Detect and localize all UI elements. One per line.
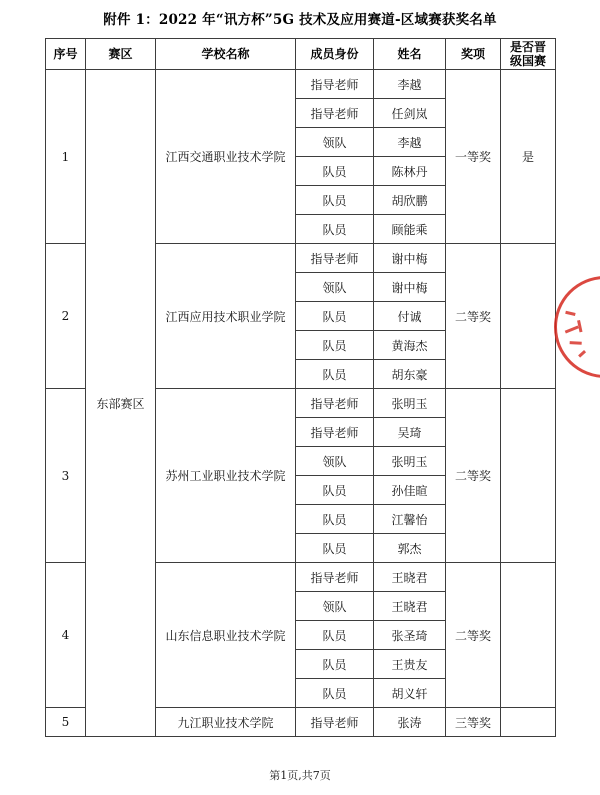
member-name-cell: 黄海杰: [374, 331, 446, 360]
national-qualify-cell: [501, 563, 556, 708]
member-name-cell: 任剑岚: [374, 99, 446, 128]
member-name-cell: 张明玉: [374, 389, 446, 418]
member-role-cell: 领队: [296, 447, 374, 476]
serial-cell: 2: [46, 244, 86, 389]
serial-cell: 4: [46, 563, 86, 708]
award-cell: 二等奖: [446, 389, 501, 563]
member-name-cell: 付诚: [374, 302, 446, 331]
seal-stroke: [570, 341, 582, 345]
member-role-cell: 队员: [296, 360, 374, 389]
member-name-cell: 王晓君: [374, 592, 446, 621]
member-name-cell: 郭杰: [374, 534, 446, 563]
column-header: 序号: [46, 39, 86, 70]
region-cell: 东部赛区: [86, 70, 156, 737]
member-role-cell: 指导老师: [296, 563, 374, 592]
member-role-cell: 队员: [296, 302, 374, 331]
award-cell: 二等奖: [446, 563, 501, 708]
member-name-cell: 顾能乘: [374, 215, 446, 244]
member-role-cell: 队员: [296, 650, 374, 679]
award-cell: 一等奖: [446, 70, 501, 244]
seal-stroke: [565, 311, 575, 316]
member-role-cell: 队员: [296, 331, 374, 360]
seal-stroke: [577, 320, 582, 332]
member-role-cell: 指导老师: [296, 389, 374, 418]
column-header: 姓名: [374, 39, 446, 70]
member-role-cell: 队员: [296, 505, 374, 534]
column-header: 奖项: [446, 39, 501, 70]
member-name-cell: 吴琦: [374, 418, 446, 447]
member-name-cell: 李越: [374, 128, 446, 157]
national-qualify-cell: [501, 708, 556, 737]
member-role-cell: 队员: [296, 157, 374, 186]
school-cell: 苏州工业职业技术学院: [156, 389, 296, 563]
seal-stroke: [565, 325, 579, 333]
national-qualify-cell: 是: [501, 70, 556, 244]
page-number: 第1页,共7页: [269, 769, 331, 782]
serial-cell: 5: [46, 708, 86, 737]
member-role-cell: 队员: [296, 534, 374, 563]
member-role-cell: 指导老师: [296, 708, 374, 737]
member-name-cell: 张明玉: [374, 447, 446, 476]
column-header: 赛区: [86, 39, 156, 70]
member-name-cell: 王晓君: [374, 563, 446, 592]
member-name-cell: 江馨怡: [374, 505, 446, 534]
member-name-cell: 胡欣鹏: [374, 186, 446, 215]
member-role-cell: 指导老师: [296, 418, 374, 447]
member-role-cell: 指导老师: [296, 99, 374, 128]
member-role-cell: 领队: [296, 273, 374, 302]
member-role-cell: 指导老师: [296, 70, 374, 99]
member-name-cell: 陈林丹: [374, 157, 446, 186]
member-role-cell: 队员: [296, 621, 374, 650]
school-cell: 九江职业技术学院: [156, 708, 296, 737]
member-name-cell: 李越: [374, 70, 446, 99]
national-qualify-cell: [501, 389, 556, 563]
award-cell: 三等奖: [446, 708, 501, 737]
awards-table: [45, 38, 556, 737]
member-name-cell: 胡东豪: [374, 360, 446, 389]
table-row: [46, 70, 556, 99]
member-role-cell: 队员: [296, 679, 374, 708]
table-header: [46, 39, 556, 70]
member-role-cell: 队员: [296, 215, 374, 244]
serial-cell: 1: [46, 70, 86, 244]
member-name-cell: 王贵友: [374, 650, 446, 679]
column-header: 是否晋级国赛: [501, 39, 556, 70]
member-name-cell: 谢中梅: [374, 244, 446, 273]
award-cell: 二等奖: [446, 244, 501, 389]
member-role-cell: 指导老师: [296, 244, 374, 273]
national-qualify-cell: [501, 244, 556, 389]
member-name-cell: 谢中梅: [374, 273, 446, 302]
table-header-row: [46, 39, 556, 70]
table-body: [46, 70, 556, 737]
member-name-cell: 张涛: [374, 708, 446, 737]
column-header: 成员身份: [296, 39, 374, 70]
member-role-cell: 领队: [296, 128, 374, 157]
school-cell: 山东信息职业技术学院: [156, 563, 296, 708]
seal-stroke: [578, 350, 586, 358]
school-cell: 江西交通职业技术学院: [156, 70, 296, 244]
column-header: 学校名称: [156, 39, 296, 70]
member-name-cell: 张圣琦: [374, 621, 446, 650]
member-name-cell: 胡义轩: [374, 679, 446, 708]
member-role-cell: 领队: [296, 592, 374, 621]
page-title: 附件 1：2022 年“讯方杯”5G 技术及应用赛道-区域赛获奖名单: [103, 12, 497, 28]
member-role-cell: 队员: [296, 476, 374, 505]
school-cell: 江西应用技术职业学院: [156, 244, 296, 389]
member-role-cell: 队员: [296, 186, 374, 215]
serial-cell: 3: [46, 389, 86, 563]
member-name-cell: 孙佳暄: [374, 476, 446, 505]
